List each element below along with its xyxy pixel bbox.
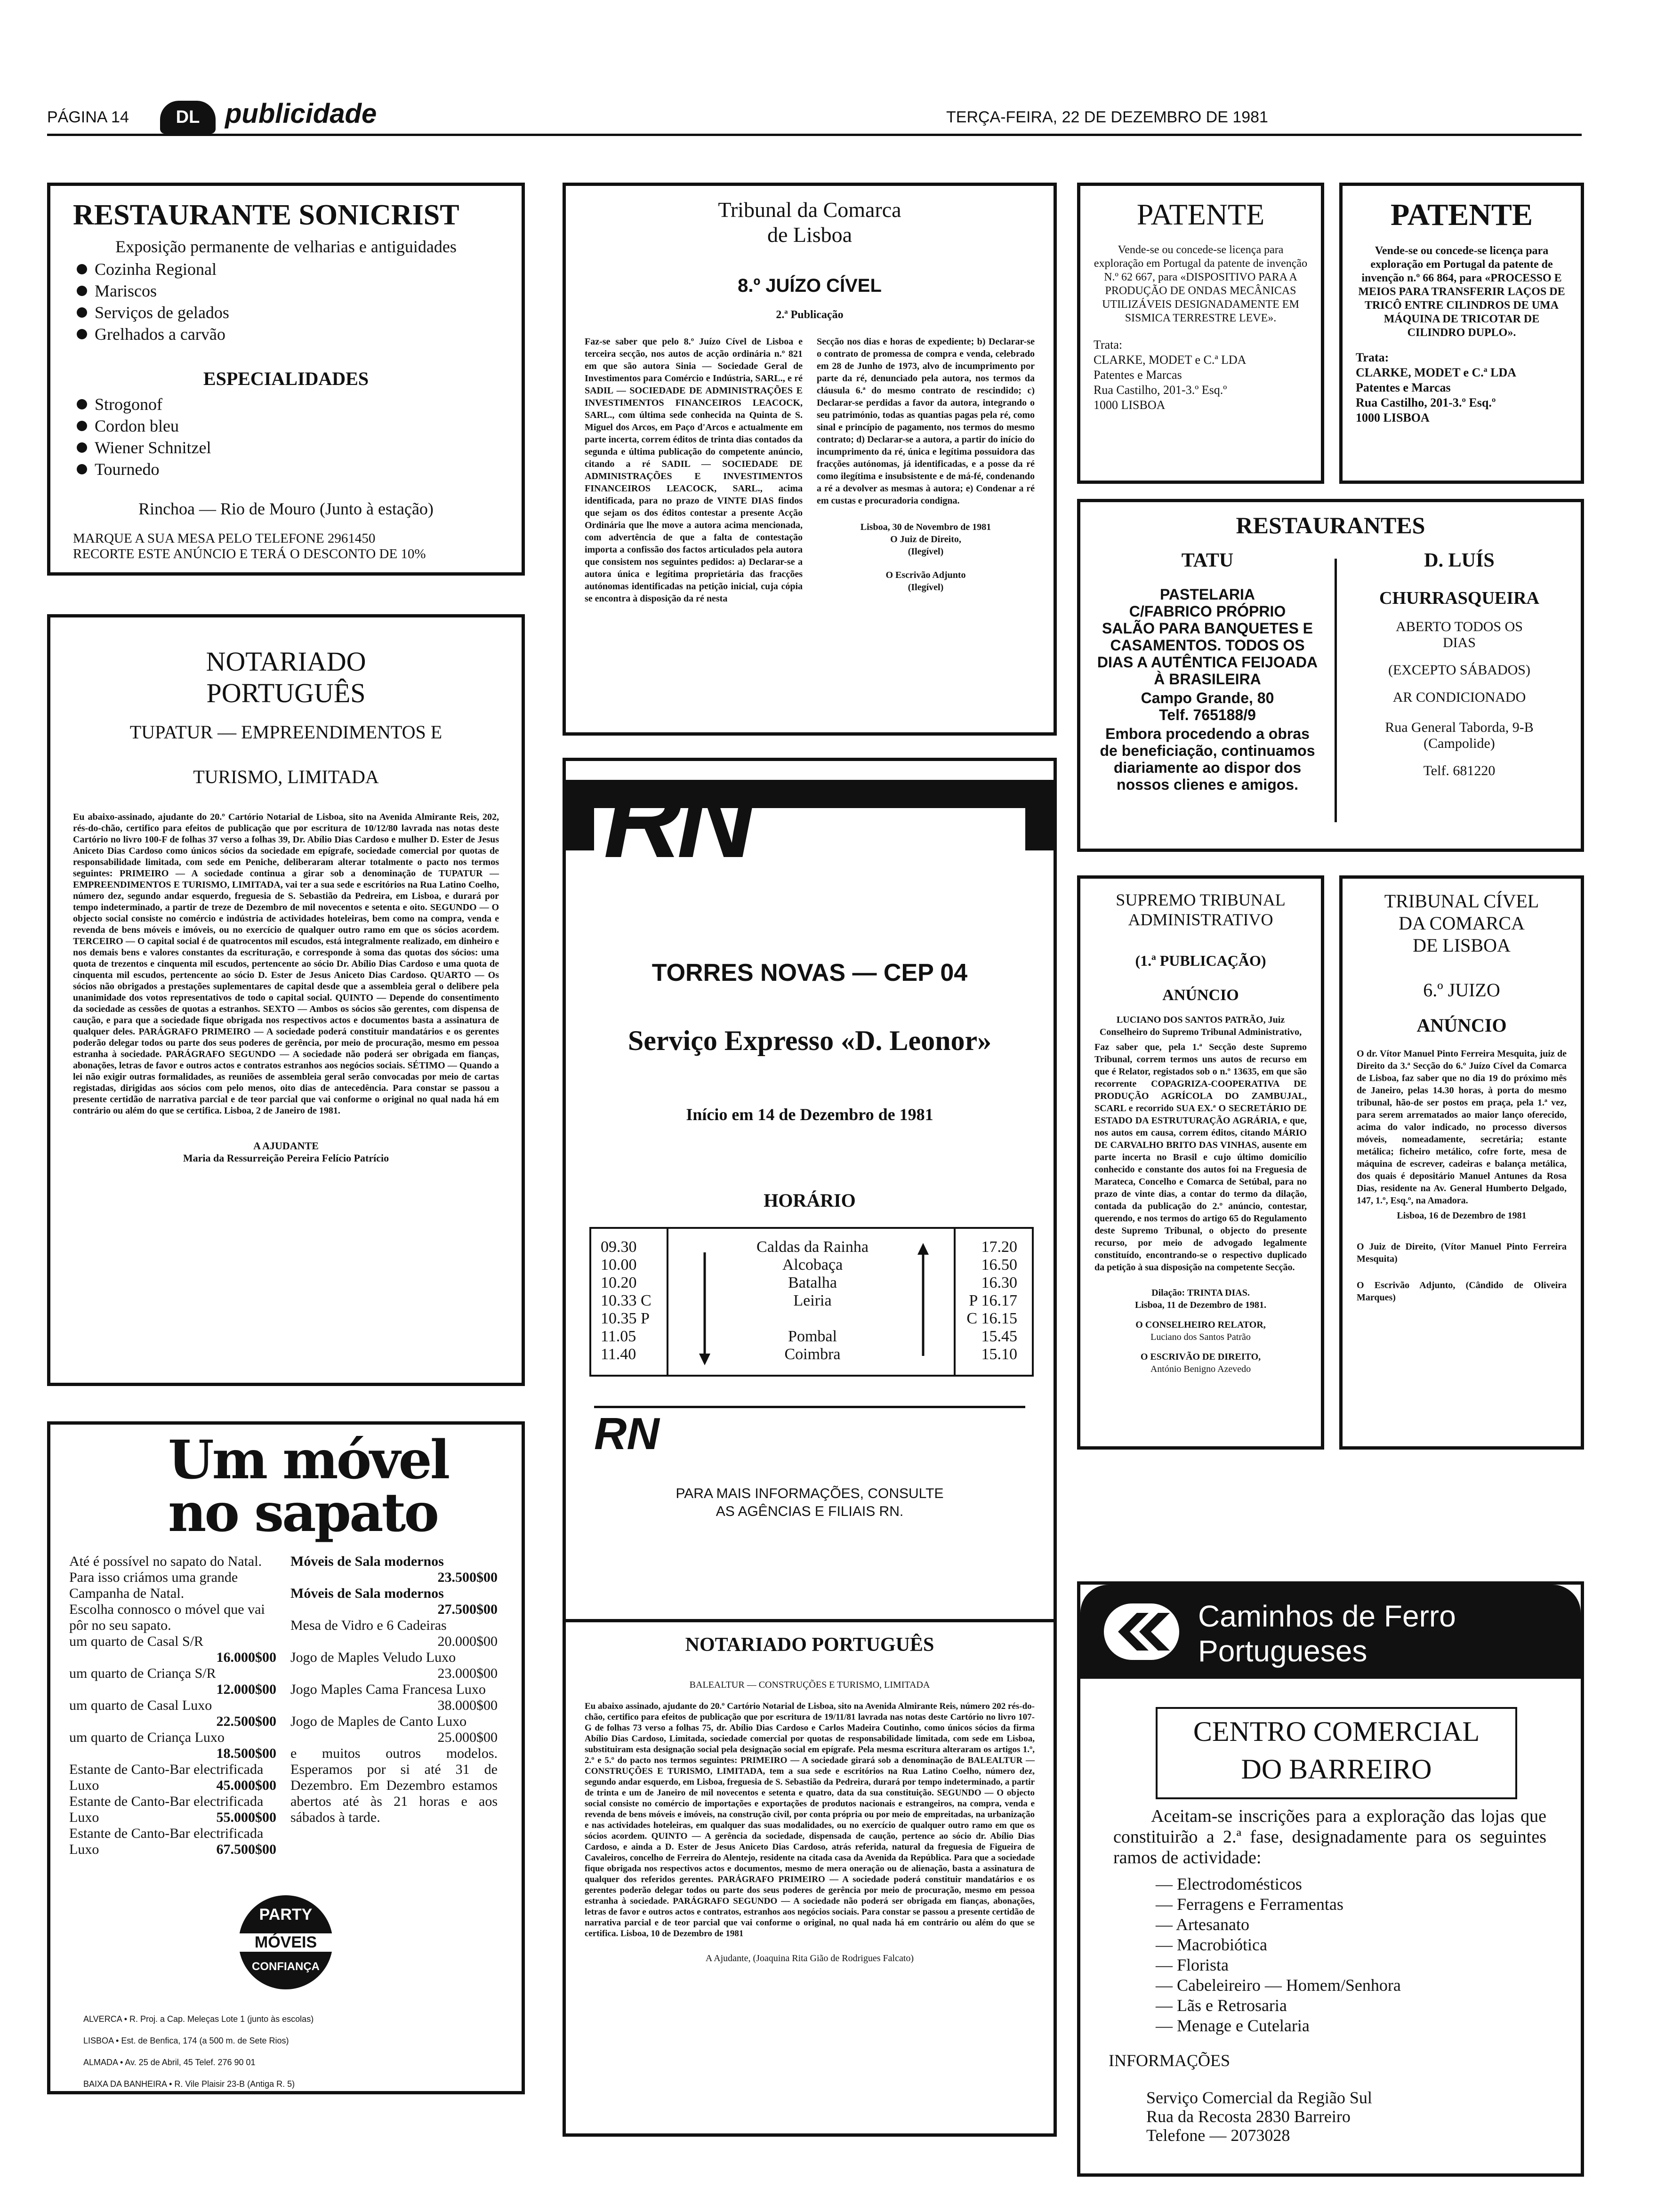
logo-badge: DL — [160, 101, 216, 134]
rn-headline: TORRES NOVAS — CEP 04 — [652, 959, 968, 986]
down-arrow-icon — [698, 1252, 712, 1365]
patente2-addr4: 1000 LISBOA — [1356, 411, 1430, 425]
time-cell: 15.45 — [981, 1328, 1017, 1345]
list-item: Strogonof — [73, 393, 499, 415]
offer-item: Estante de Canto-Bar electrificada Luxo 67.500$00 — [69, 1826, 276, 1857]
offer-item: Jogo Maples Cama Francesa Luxo 38.000$00 — [290, 1682, 498, 1713]
notariado1-title-2: PORTUGUÊS — [206, 678, 366, 708]
cp-title-1: CENTRO COMERCIAL — [1193, 1716, 1480, 1747]
movel-left-1: Até é possível no sapato do Natal. — [69, 1554, 262, 1569]
cp-title-2: DO BARREIRO — [1241, 1754, 1432, 1785]
list-item: — Ferragens e Ferramentas — [1156, 1894, 1401, 1915]
civel-escrivao: O Escrivão Adjunto, (Cândido de Oliveira Marques) — [1357, 1280, 1567, 1303]
tribunal-col-1: Faz-se saber que pelo 8.º Juízo Cível de Lisboa e terceira secção, nos autos de acção ordinária n.º 821 em que são autora Sinia — Sociedade Geral de Investimentos para Comércio e Indústria, SARL., e ré SADIL — SOCIEDADE DE ADMINISTRAÇÕES E INVESTIMENTOS FINANCEIROS LEACOCK, SARL., com última sede conhecida na Quinta de S. Miguel dos Arcos, em Paço d'Arcos e actualmente em parte incerta, correm éditos de trinta dias contados da segunda e última publicação do competente anúncio, citando a ré SADIL — SOCIEDADE DE ADMINISTRAÇÕES E INVESTIMENTOS FINANCEIROS LEACOCK, SARL., acima identificada, para no prazo de VINTE DIAS findos que sejam os dos éditos contestar a presente Acção Ordinária que lhe move a autora acima mencionada, com advertência de que a falta de contestação importa a confissão dos factos articulados pela autora que consistem nos seguintes pedidos: a) Declarar-se a autora única e legítima proprietária das fracções autónomas identificadas na petição inicial, cuja cópia se encontra à disposição da ré nesta — [585, 337, 803, 604]
page-number: PÁGINA 14 — [47, 108, 129, 126]
time-cell: 10.20 — [601, 1274, 637, 1291]
time-cell: 16.30 — [981, 1274, 1017, 1291]
offer-item: Jogo de Maples Veludo Luxo 23.000$00 — [290, 1650, 498, 1681]
time-cell: P 16.17 — [969, 1292, 1017, 1309]
tribunal-date: Lisboa, 30 de Novembro de 1981 — [860, 522, 991, 532]
dluis-l5: Rua General Taborda, 9-B (Campolide) — [1385, 720, 1534, 751]
time-cell: 09.30 — [601, 1238, 637, 1256]
supremo-anuncio: ANÚNCIO — [1162, 986, 1239, 1004]
tribunal-title-2: de Lisboa — [767, 223, 853, 247]
dluis-l1: CHURRASQUEIRA — [1379, 588, 1539, 608]
sonicrist-spec-list — [73, 393, 499, 480]
page-header — [47, 98, 1582, 136]
supremo-pub: (1.ª PUBLICAÇÃO) — [1135, 952, 1266, 969]
sonicrist-phone: MARQUE A SUA MESA PELO TELEFONE 2961450 — [73, 531, 376, 546]
ad-tribunal-civel — [1339, 875, 1584, 1450]
tribunal-col-2: Secção nos dias e horas de expediente; b) Declarar-se o contrato de promessa de compra e venda, celebrado em 28 de Junho de 1973, alvo de incumprimento por parte da ré, denunciado pela autora, nos termos da cláusula 6.ª do mesmo contrato de rescindido; c) Declarar-se perdidas a favor da autora, integrando o seu património, todas as quantias pagas pela ré, como sinal e princípio de pagamento, nos termos do mesmo contrato; d) Declarar-se a autora, a partir do início do incumprimento da ré, única e legítima possuidora das fracções autónomas, já identificadas, e a posse da ré como ilegítima e insubsistente e de má-fé, condenando a ré a devolver as mesmas à autora; e) Condenar a ré em custas e procuradoria condigna. — [817, 337, 1035, 506]
sonicrist-intro: Exposição permanente de velharias e antiguidades — [115, 237, 457, 256]
list-item: Serviços de gelados — [73, 302, 499, 323]
list-item: Wiener Schnitzel — [73, 437, 499, 458]
rn-footer-rule — [594, 1406, 1025, 1408]
supremo-escrivao-name: António Benigno Azevedo — [1150, 1364, 1251, 1374]
time-cell: 10.33 C — [601, 1292, 652, 1309]
list-item: — Artesanato — [1156, 1915, 1401, 1935]
store-line: BAIXA DA BANHEIRA • R. Vile Plaisir 23-B (Antiga R. 5) — [83, 2079, 295, 2089]
rn-info-2: AS AGÊNCIAS E FILIAIS RN. — [716, 1504, 904, 1519]
offer-item: Móveis de Sala modernos 27.500$00 — [290, 1586, 498, 1617]
civel-date: Lisboa, 16 de Dezembro de 1981 — [1397, 1210, 1527, 1221]
notariado2-title: NOTARIADO PORTUGUÊS — [685, 1634, 934, 1656]
list-item: Mariscos — [73, 280, 499, 302]
cp-info: INFORMAÇÕES — [1109, 2051, 1231, 2070]
civel-title-2: DA COMARCA — [1399, 913, 1525, 934]
time-cell: 16.50 — [981, 1256, 1017, 1274]
rn-logo-text: RN — [603, 759, 751, 880]
rn-service: Serviço Expresso «D. Leonor» — [627, 1025, 992, 1056]
supremo-title-2: ADMINISTRATIVO — [1128, 910, 1273, 929]
offer-item: um quarto de Casal S/R 16.000$00 — [69, 1634, 276, 1665]
ad-patente-2 — [1339, 183, 1584, 484]
supremo-author: LUCIANO DOS SANTOS PATRÃO, Juiz Conselheiro do Supremo Tribunal Administrativo, — [1099, 1015, 1302, 1037]
sonicrist-spec-title: ESPECIALIDADES — [203, 368, 369, 389]
rn-logo — [566, 759, 1054, 880]
tribunal-escrivao: O Escrivão Adjunto — [885, 570, 966, 580]
list-item: Tournedo — [73, 458, 499, 480]
tatu-name: TATU — [1181, 550, 1234, 571]
store-line: ALMADA • Av. 25 de Abril, 45 Telef. 276 90 01 — [83, 2058, 256, 2067]
offer-item: Estante de Canto-Bar electrificada Luxo 45.000$00 — [69, 1762, 276, 1793]
notariado2-body: Eu abaixo assinado, ajudante do 20.º Cartório Notarial de Lisboa, sito na Avenida Almirante Reis, número 202 rés-do-chão, certifico para efeitos de publicação que por escritura de 19/11/81 lavrada nas notas deste Cartório no livro 107-G de folhas 73 verso a folhas 75, dr. Abílio Dias Cardoso e Carlos Madeira Coutinho, como únicos sócios da firma Abílio Dias Cardoso, Limitada, sociedade comercial por quotas de responsabilidade limitada, com sede em Lisboa, substituiram esta designação social pela designação social em epígrafe. Pela mesma escritura alteraram os artigos 1.º, 2.º e 5.º do pacto nos termos seguintes: PRIMEIRO — A sociedade girará sob a denominação de BALEALTUR — CONSTRUÇÕES E TURISMO, LIMITADA, tem a sua sede e escritórios na Rua Latino Coelho, número dez, segundo andar esquerdo, em Lisboa, freguesia de S. Sebastião da Pedreira, durará por tempo indeterminado, a partir de trinta e um de Janeiro de mil novecentos e setenta e quatro, data da sua constituição. SEGUNDO — O objecto social consiste no comércio de importações e exportações de produtos nacionais e estrangeiros, na compra, venda e revenda de bens móveis e imóveis, na construção civil, por conta própria ou por meio de empreitadas, na urbanização e nas actividades hoteleiras, em qualquer das suas modalidades, ou no exercício de qualquer outro ramo em que os sócios acordem. QUINTO — A gerência da sociedade, dispensada de caução, pertence ao sócio dr. Abílio Dias Cardoso, e ainda a D. Ester de Jesus Aniceto Dias Cardoso, atrás referida, natural da freguesia de Figueira de Cavaleiros, concelho de Ferreira do Alentejo, residente na citada casa da Avenida da República. Para que a sociedade fique obrigada nos respectivos actos e documentos, mesmo de mera oneração ou de alienação, basta a assinatura de qualquer dos referidos gerentes. PARÁGRAFO PRIMEIRO — A sociedade poderá constituir mandatários e os gerentes poderão delegar todos ou parte dos seus poderes de gerência por meio de procuração, mesmo em pessoa estranha à sociedade. PARÁGRAFO SEGUNDO — A sociedade não poderá ser obrigada em fianças, abonações, letras de favor e outros actos e contratos, estranhos aos negócios sociais. Para constar se passou a presente certidão de narrativa parcial e de teor parcial que vai conforme o original, no qual nada há em contrário ou além do que se certifica. Lisboa, 10 de Dezembro de 1981 — [585, 1701, 1035, 1939]
patente2-addr1: CLARKE, MODET e C.ª LDA — [1356, 366, 1516, 379]
tatu-l2: C/FABRICO PRÓPRIO — [1129, 603, 1286, 620]
rn-timetable — [589, 1227, 1034, 1377]
supremo-relator: O CONSELHEIRO RELATOR, — [1135, 1320, 1266, 1330]
store-line: LISBOA • Est. de Benfica, 174 (a 500 m. de Sete Rios) — [83, 2036, 289, 2045]
ad-notariado-balealtur — [563, 1619, 1057, 2137]
patente1-title: PATENTE — [1136, 198, 1265, 231]
restaurantes-title: RESTAURANTES — [1236, 512, 1425, 538]
supremo-relator-name: Luciano dos Santos Patrão — [1150, 1332, 1251, 1342]
store-line: ALVERCA • R. Proj. a Cap. Meleças Lote 1 (junto às escolas) — [83, 2014, 314, 2024]
cp-banner — [1080, 1585, 1581, 1679]
supremo-title-1: SUPREMO TRIBUNAL — [1116, 890, 1286, 909]
movel-closing: e muitos outros modelos. Esperamos por si até 31 de Dezembro. Em Dezembro estamos abertos até às 21 horas e aos sábados à tarde. — [290, 1746, 498, 1825]
rn-horario: HORÁRIO — [764, 1190, 856, 1211]
ad-supremo-tribunal — [1077, 875, 1324, 1450]
civel-body: O dr. Vítor Manuel Pinto Ferreira Mesquita, juiz de Direito da 3.ª Secção do 6.º Juízo Cível da Comarca de Lisboa, faz saber que no dia 19 do próximo mês de Janeiro, pelas 14.30 horas, à porta do mesmo tribunal, hão-de ser postos em praça, pela 1.ª vez, para serem arrematados ao maior lanço oferecido, acima do valor indicado, no processo diversos móveis, nomeadamente, secretária; estante metálica; ficheiro metálico, cofre forte, mesa de máquina de escrever, cadeiras e balança metálica, dos quais é depositário Manuel Antunes da Rosa Dias, residente na Av. General Humberto Delgado, 147, 1.º, Esq.º, na Amadora. — [1357, 1049, 1567, 1206]
cp-addr-2: Rua da Recosta 2830 Barreiro — [1146, 2107, 1351, 2126]
civel-title-1: TRIBUNAL CÍVEL — [1384, 890, 1539, 912]
movel-headline-2: no sapato — [168, 1482, 438, 1544]
cp-brand-2: Portugueses — [1198, 1634, 1367, 1668]
patente2-trata: Trata: — [1356, 351, 1389, 364]
sonicrist-title: RESTAURANTE SONICRIST — [73, 199, 459, 231]
notariado1-company-2: TURISMO, LIMITADA — [193, 766, 379, 787]
list-item: — Lãs e Retrosaria — [1156, 1996, 1401, 2016]
time-cell: 10.00 — [601, 1256, 637, 1274]
notariado2-sig: A Ajudante, (Joaquina Rita Gião de Rodrigues Falcato) — [705, 1953, 914, 1964]
ad-notariado-tupatur — [47, 614, 525, 1386]
header-date: TERÇA-FEIRA, 22 DE DEZEMBRO DE 1981 — [946, 108, 1268, 126]
sonicrist-location: Rinchoa — Rio de Mouro (Junto à estação) — [138, 499, 434, 518]
rn-start: Início em 14 de Dezembro de 1981 — [686, 1105, 933, 1124]
dluis-l6: Telf. 681220 — [1423, 763, 1496, 778]
ad-um-movel-no-sapato — [47, 1421, 525, 2094]
ad-patente-1 — [1077, 183, 1324, 484]
stop-cell — [714, 1310, 911, 1328]
civel-juiz: O Juiz de Direito, (Vítor Manuel Pinto Ferreira Mesquita) — [1357, 1242, 1567, 1264]
supremo-escrivao: O ESCRIVÃO DE DIREITO, — [1140, 1352, 1261, 1362]
stop-cell: Leiria — [793, 1292, 832, 1309]
restaurantes-divider — [1335, 559, 1337, 822]
notariado1-sig-2: Maria da Ressurreição Pereira Felício Patrício — [183, 1152, 389, 1164]
list-item: — Electrodomésticos — [1156, 1874, 1401, 1894]
sonicrist-discount: RECORTE ESTE ANÚNCIO E TERÁ O DESCONTO DE 10% — [73, 546, 426, 561]
ad-restaurantes — [1077, 499, 1584, 852]
offer-item: um quarto de Criança S/R 12.000$00 — [69, 1666, 276, 1697]
dluis-l4: AR CONDICIONADO — [1392, 689, 1526, 705]
ad-restaurante-sonicrist — [47, 183, 525, 576]
cp-brand-1: Caminhos de Ferro — [1198, 1599, 1456, 1633]
list-item: Cozinha Regional — [73, 258, 499, 280]
cp-list — [1156, 1874, 1401, 2036]
tatu-l4: Campo Grande, 80 — [1141, 689, 1274, 706]
dluis-name: D. LUÍS — [1424, 550, 1495, 571]
ad-centro-comercial-barreiro — [1077, 1581, 1584, 2177]
ad-tribunal-comarca-lisboa — [563, 183, 1057, 736]
patente2-body: Vende-se ou concede-se licença para exploração em Portugal da patente de invenção n.º 66 864, para «PROCESSO E MEIOS PARA TRANSFERIR LAÇOS DE TRICÔ ENTRE CILINDROS DE UMA MÁQUINA DE TRICOTAR DE CILINDRO DUPLO». — [1358, 245, 1565, 339]
list-item: — Cabeleireiro — Homem/Senhora — [1156, 1975, 1401, 1996]
section-title: publicidade — [225, 98, 377, 129]
tribunal-juizo: 8.º JUÍZO CÍVEL — [738, 275, 882, 296]
offer-item: Mesa de Vidro e 6 Cadeiras 20.000$00 — [290, 1618, 498, 1649]
tatu-l5: Telf. 765188/9 — [1159, 706, 1256, 723]
tribunal-title-1: Tribunal da Comarca — [718, 198, 901, 222]
tatu-l3: SALÃO PARA BANQUETES E CASAMENTOS. TODOS OS DIAS A AUTÊNTICA FEIJOADA À BRASILEIRA — [1097, 620, 1318, 688]
movel-left-2: Para isso criámos uma grande Campanha de Natal. — [69, 1570, 238, 1601]
stop-cell: Pombal — [788, 1328, 837, 1345]
list-item: — Macrobiótica — [1156, 1935, 1401, 1955]
list-item: — Florista — [1156, 1955, 1401, 1975]
patente2-title: PATENTE — [1391, 198, 1533, 232]
sonicrist-list — [73, 258, 499, 345]
offer-item: Móveis de Sala modernos 23.500$00 — [290, 1554, 498, 1585]
stop-cell: Coimbra — [784, 1346, 841, 1363]
cp-title-box — [1156, 1707, 1517, 1799]
cp-logo-icon — [1104, 1603, 1179, 1660]
tribunal-juiz: O Juiz de Direito, — [890, 534, 961, 545]
civel-juizo: 6.º JUIZO — [1423, 979, 1500, 1001]
offer-item: um quarto de Casal Luxo 22.500$00 — [69, 1698, 276, 1729]
tatu-l1: PASTELARIA — [1159, 586, 1255, 603]
party-badge: PARTY MÓVEIS CONFIANÇA — [239, 1895, 333, 1989]
header-rule — [47, 134, 1582, 136]
dluis-l3: (EXCEPTO SÁBADOS) — [1388, 662, 1530, 678]
supremo-date: Lisboa, 11 de Dezembro de 1981. — [1134, 1300, 1267, 1310]
patente2-addr3: Rua Castilho, 201-3.º Esq.º — [1356, 396, 1496, 409]
patente1-addr4: 1000 LISBOA — [1094, 398, 1166, 412]
cp-addr-1: Serviço Comercial da Região Sul — [1146, 2088, 1372, 2107]
notariado1-company-1: TUPATUR — EMPREENDIMENTOS E — [129, 721, 442, 743]
tribunal-juiz-sig: (Ilegível) — [908, 546, 944, 557]
movel-headline-1: Um móvel — [168, 1429, 449, 1491]
tribunal-escrivao-sig: (Ilegível) — [908, 582, 944, 593]
notariado2-company: BALEALTUR — CONSTRUÇÕES E TURISMO, LIMITADA — [689, 1680, 930, 1690]
civel-anuncio: ANÚNCIO — [1416, 1015, 1507, 1036]
cp-addr-3: Telefone — 2073028 — [1146, 2126, 1290, 2145]
offer-item: um quarto de Criança Luxo 18.500$00 — [69, 1730, 276, 1761]
supremo-dilacao: Dilação: TRINTA DIAS. — [1151, 1288, 1250, 1298]
patente1-trata: Trata: — [1094, 338, 1123, 352]
list-item: Grelhados a carvão — [73, 323, 499, 345]
time-cell: 11.40 — [601, 1346, 636, 1363]
list-item: — Menage e Cutelaria — [1156, 2016, 1401, 2036]
dluis-l2: ABERTO TODOS OS DIAS — [1396, 619, 1523, 650]
time-cell: 11.05 — [601, 1328, 636, 1345]
offer-item: Estante de Canto-Bar electrificada Luxo 55.000$00 — [69, 1794, 276, 1825]
movel-left-3: Escolha connosco o móvel que vai pôr no seu sapato. — [69, 1602, 265, 1633]
offer-item: Jogo de Maples de Canto Luxo 25.000$00 — [290, 1714, 498, 1745]
up-arrow-icon — [916, 1243, 930, 1356]
notariado1-sig-1: A AJUDANTE — [253, 1140, 319, 1152]
stop-cell: Alcobaça — [782, 1256, 843, 1274]
stop-cell: Caldas da Rainha — [756, 1238, 869, 1256]
tribunal-pub: 2.ª Publicação — [776, 309, 844, 321]
rn-footer-logo: RN — [594, 1409, 660, 1459]
civel-title-3: DE LISBOA — [1413, 935, 1511, 956]
time-cell: 17.20 — [981, 1238, 1017, 1256]
stop-cell: Batalha — [788, 1274, 837, 1291]
time-cell: C 16.15 — [966, 1310, 1017, 1327]
time-cell: 15.10 — [981, 1346, 1017, 1363]
cp-intro: Aceitam-se inscrições para a exploração das lojas que constituirão a 2.ª fase, designadamente para os seguintes ramos de actividade: — [1113, 1806, 1546, 1867]
patente1-addr3: Rua Castilho, 201-3.º Esq.º — [1094, 383, 1227, 397]
list-item: Cordon bleu — [73, 415, 499, 437]
time-cell: 10.35 P — [601, 1310, 650, 1327]
notariado1-body: Eu abaixo-assinado, ajudante do 20.º Cartório Notarial de Lisboa, sito na Avenida Almirante Reis, 202, rés-do-chão, certifico para efeitos de publicação que por escritura de 10/12/80 lavrada nas notas deste Cartório no livro 100-F de folhas 37 verso a folhas 39, Dr. Abílio Dias Cardoso e mulher D. Ester de Jesus Aniceto Dias Cardoso como únicos sócios da sociedade em epígrafe, sociedade comercial por quotas de responsabilidade limitada, com sede em Peniche, deliberaram alterar totalmente o pacto nos termos seguintes: PRIMEIRO — A sociedade continua a girar sob a denominação de TUPATUR — EMPREENDIMENTOS E TURISMO, LIMITADA, vai ter a sua sede e escritórios na Rua Latino Coelho, número dez, segundo andar esquerdo, freguesia de S. Sebastião da Pedreira, em Lisboa, e durará por tempo indeterminado, a partir de treze de Dezembro de mil novecentos e setenta e oito. SEGUNDO — O objecto social consiste no comércio e indústria de actividades hoteleiras, bem como na compra, venda e revenda de bens móveis e imóveis, ou no exercício de qualquer outro ramo em que os sócios acordem. TERCEIRO — O capital social é de quatrocentos mil escudos, está integralmente realizado, em dinheiro e nos demais bens e valores constantes da escrituração, e corresponde à soma das quotas dos sócios: uma quota de trezentos e cinquenta mil escudos, pertencente ao sócio Dr. Abílio Dias Cardoso e uma quota de cinquenta mil escudos, pertencente ao sócio D. Ester de Jesus Aniceto Dias Cardoso. QUARTO — Os sócios não obrigados a prestações suplementares de capital desde que a assembleia geral o delibere pela unanimidade dos votos representativos de todo o capital social. QUINTO — Depende do consentimento da sociedade as cessões de quotas a estranhos. SEXTO — Ambos os sócios são gerentes, com dispensa de caução, e para que a sociedade fique obrigada nos respectivos actos e documentos basta a assinatura de qualquer deles. PARÁGRAFO PRIMEIRO — A sociedade poderá constituir mandatários e os gerentes poderão delegar todos ou parte dos seus poderes de gerência, por meio de procuração, mesmo em pessoa estranha à sociedade. PARÁGRAFO SEGUNDO — A sociedade não poderá ser obrigada em fianças, abonações, letras de favor e outros actos e contratos estranhos aos negócios sociais. SÉTIMO — Quando a lei não exigir outras formalidades, as reuniões de assembleia geral serão convocadas por meio de cartas registadas, dirigidas aos sócios com pelo menos, oito dias de antecedência. Para constar se passou a presente certidão de narrativa parcial e de teor parcial que vai conforme o original no qual nada há em contrário ou além do que se certifica. Lisboa, 2 de Janeiro de 1981. — [73, 812, 499, 1116]
supremo-body: Faz saber que, pela 1.ª Secção deste Supremo Tribunal, correm termos uns autos de recurso em que é Relator, registados sob o n.º 13635, em que são recorrente COPAGRIZA-COOPERATIVA DE PRODUÇÃO AGRÍCOLA DO ZAMBUJAL, SCARL e recorrido SUA EX.ª O SECRETÁRIO DE ESTADO DA ESTRUTURAÇÃO AGRÁRIA, e que, nos autos em causa, correm éditos, citando MÁRIO DE CARVALHO BRITO DAS VINHAS, ausente em parte incerta no Brasil e cujo último domicílio conhecido e constante dos autos foi na Freguesia de Marateca, Concelho e Comarca de Setúbal, para no prazo de vinte dias, a contar do termo da dilação, contada da publicação do 2.º anúncio, contestar, querendo, e nos termos do artigo 65 do Regulamento deste Supremo Tribunal, o objecto do presente recurso, por meio de advogado legalmente constituído, encontrando-se o respectivo duplicado da petição à sua disposição na competente Secção. — [1094, 1042, 1307, 1273]
ad-rn-torres-novas — [563, 758, 1057, 1666]
patente1-body: Vende-se ou concede-se licença para exploração em Portugal da patente de invenção N.º 62 667, para «DISPOSITIVO PARA A PRODUÇÃO DE ONDAS MECÂNICAS UTILIZÁVEIS DESIGNADAMENTE EM SISMICA TERRESTRE LEVE». — [1094, 244, 1308, 324]
notariado1-title-1: NOTARIADO — [206, 646, 366, 677]
tatu-l6: Embora procedendo a obras de beneficiação, continuamos diariamente ao dispor dos nossos clienes e amigos. — [1100, 725, 1315, 793]
patente2-addr2: Patentes e Marcas — [1356, 381, 1451, 394]
patente1-addr2: Patentes e Marcas — [1094, 368, 1182, 382]
rn-info-1: PARA MAIS INFORMAÇÕES, CONSULTE — [676, 1486, 944, 1501]
patente1-addr1: CLARKE, MODET e C.ª LDA — [1094, 353, 1247, 367]
